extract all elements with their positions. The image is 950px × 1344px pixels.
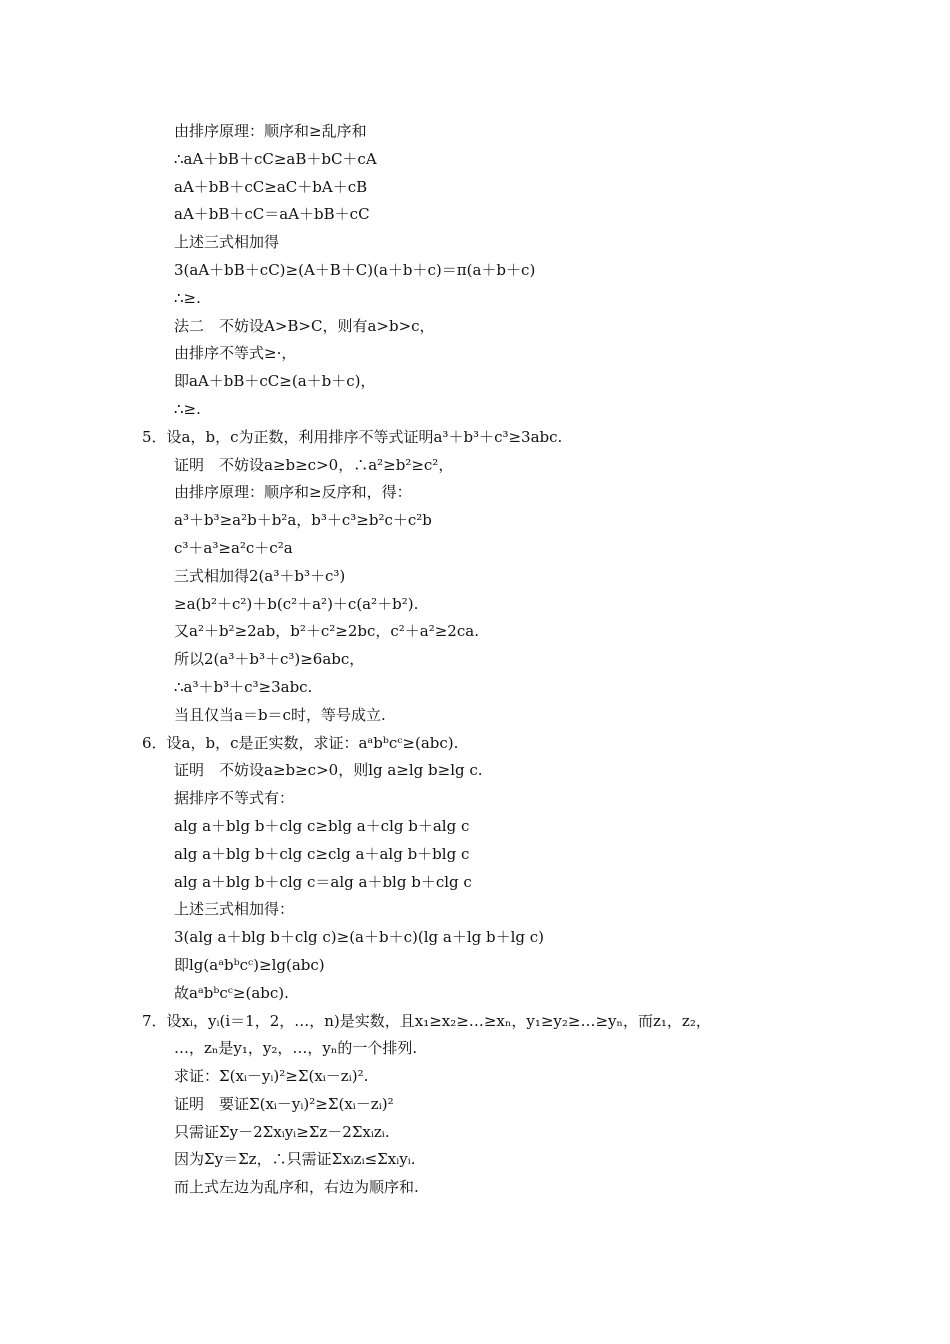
text-line: 上述三式相加得：: [174, 900, 295, 919]
text-line: 因为Σy＝Σz，∴只需证Σxᵢzᵢ≤Σxᵢyᵢ.: [174, 1150, 416, 1169]
text-line: 由排序原理：顺序和≥乱序和: [174, 122, 367, 140]
text-line: alg a＋blg b＋clg c≥clg a＋alg b＋blg c: [174, 844, 470, 863]
text-line: 求证：Σ(xᵢ－yᵢ)²≥Σ(xᵢ－zᵢ)².: [174, 1067, 369, 1086]
text-line: 7．设xᵢ，yᵢ(i＝1，2，…，n)是实数，且x₁≥x₂≥…≥xₙ，y₁≥y₂≥…≥yₙ，而z₁，z₂，: [142, 1011, 711, 1030]
text-line: 3(alg a＋blg b＋clg c)≥(a＋b＋c)(lg a＋lg b＋lg c): [174, 928, 545, 947]
text-line: ∴a³＋b³＋c³≥3abc.: [174, 677, 313, 696]
text-line: a³＋b³≥a²b＋b²a，b³＋c³≥b²c＋c²b: [174, 511, 432, 530]
text-line: aA＋bB＋cC＝aA＋bB＋cC: [174, 205, 370, 224]
text-line: 三式相加得2(a³＋b³＋c³): [174, 566, 346, 585]
text-line: aA＋bB＋cC≥aC＋bA＋cB: [174, 177, 368, 196]
text-line: 即aA＋bB＋cC≥(a＋b＋c)，: [174, 372, 376, 391]
text-line: 只需证Σy－2Σxᵢyᵢ≥Σz－2Σxᵢzᵢ.: [174, 1122, 390, 1141]
text-line: ∴≥.: [174, 399, 201, 418]
text-line: 3(aA＋bB＋cC)≥(A＋B＋C)(a＋b＋c)＝π(a＋b＋c): [174, 260, 536, 279]
text-line: 又a²＋b²≥2ab，b²＋c²≥2bc，c²＋a²≥2ca.: [174, 622, 479, 641]
text-line: 上述三式相加得: [174, 233, 280, 252]
text-line: 当且仅当a＝b＝c时，等号成立.: [174, 705, 386, 724]
proof-text-body: [142, 118, 822, 1202]
text-line: 据排序不等式有：: [174, 789, 295, 808]
text-line: 证明 不妨设a≥b≥c>0，则lg a≥lg b≥lg c.: [174, 761, 483, 780]
text-line: ∴aA＋bB＋cC≥aB＋bC＋cA: [174, 149, 377, 168]
text-line: alg a＋blg b＋clg c＝alg a＋blg b＋clg c: [174, 872, 472, 891]
text-line: c³＋a³≥a²c＋c²a: [174, 538, 293, 557]
text-line: 证明 要证Σ(xᵢ－yᵢ)²≥Σ(xᵢ－zᵢ)²: [174, 1094, 394, 1113]
text-line: 由排序不等式≥·，: [174, 344, 297, 363]
text-line: 6．设a，b，c是正实数，求证：aᵃbᵇcᶜ≥(abc).: [142, 733, 459, 752]
text-line: ∴≥.: [174, 288, 201, 307]
text-line: 法二 不妨设A>B>C，则有a>b>c，: [174, 316, 435, 335]
text-line: ≥a(b²＋c²)＋b(c²＋a²)＋c(a²＋b²).: [174, 594, 419, 613]
text-line: alg a＋blg b＋clg c≥blg a＋clg b＋alg c: [174, 816, 470, 835]
text-line: …，zₙ是y₁，y₂，…，yₙ的一个排列.: [174, 1039, 418, 1058]
text-line: 由排序原理：顺序和≥反序和，得：: [174, 483, 412, 502]
text-line: 即lg(aᵃbᵇcᶜ)≥lg(abc): [174, 955, 325, 974]
text-line: 而上式左边为乱序和，右边为顺序和.: [174, 1178, 419, 1197]
text-line: 5．设a，b，c为正数，利用排序不等式证明a³＋b³＋c³≥3abc.: [142, 427, 563, 446]
text-line: 证明 不妨设a≥b≥c>0，∴a²≥b²≥c²，: [174, 455, 454, 474]
text-line: 所以2(a³＋b³＋c³)≥6abc，: [174, 650, 365, 669]
text-line: 故aᵃbᵇcᶜ≥(abc).: [174, 983, 289, 1002]
